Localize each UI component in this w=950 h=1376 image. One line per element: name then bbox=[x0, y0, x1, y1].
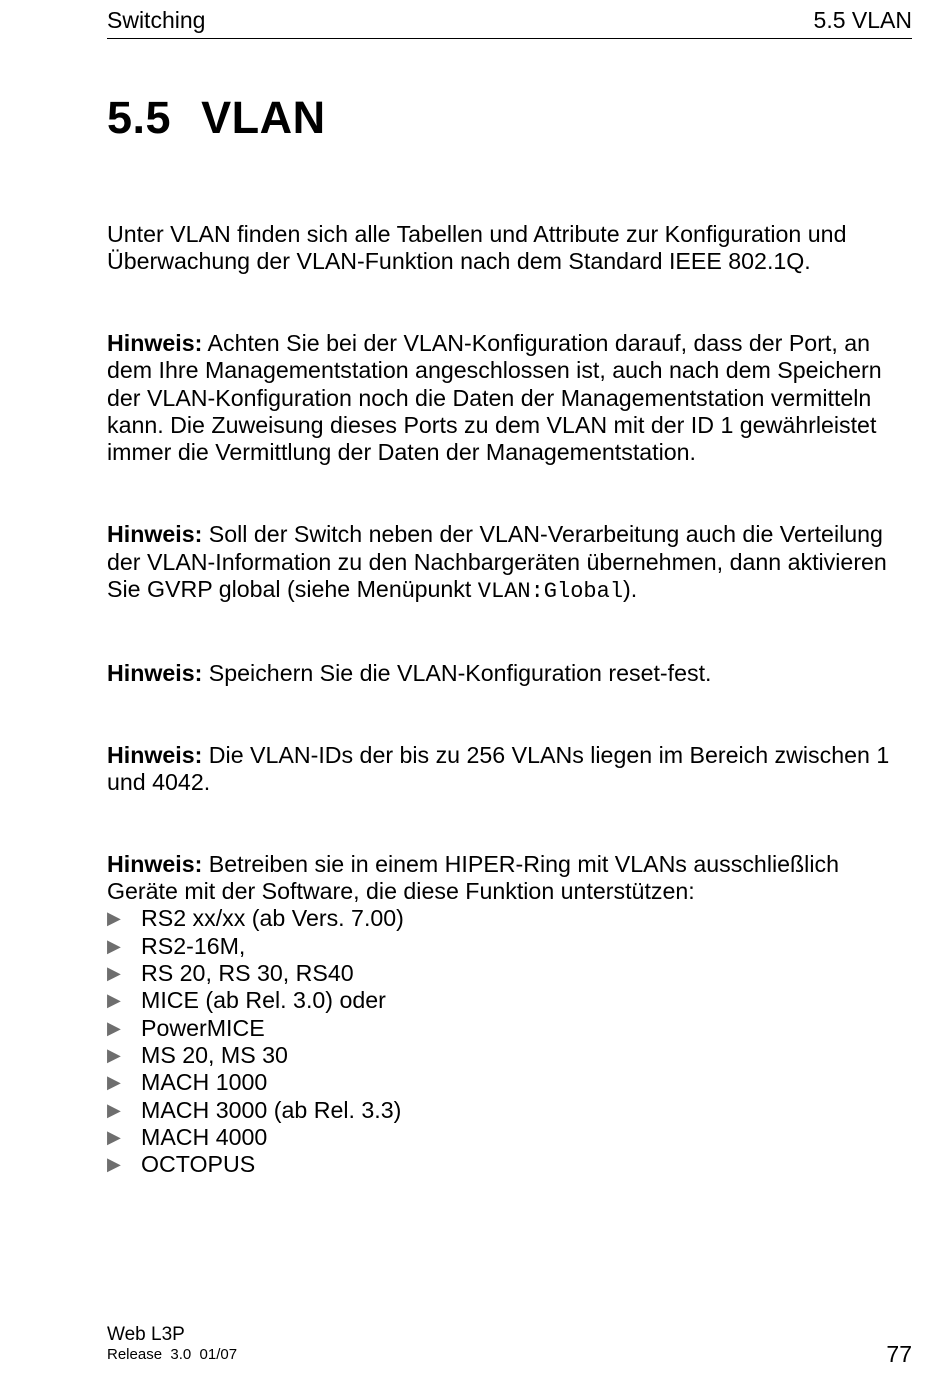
list-item-text: OCTOPUS bbox=[141, 1151, 256, 1178]
list-item bbox=[107, 905, 912, 932]
list-item-text: MICE (ab Rel. 3.0) oder bbox=[141, 987, 386, 1014]
note-text: Betreiben sie in einem HIPER-Ring mit VLANs ausschließlich Geräte mit der Software, die diese Funktion unterstützen: bbox=[107, 850, 839, 905]
note-label: Hinweis: bbox=[107, 741, 203, 768]
list-item bbox=[107, 1069, 912, 1096]
list-item-text: MACH 1000 bbox=[141, 1069, 268, 1096]
menu-path-code: VLAN:Global bbox=[477, 578, 624, 604]
list-item-text: RS2-16M, bbox=[141, 932, 246, 959]
chapter-number: 5.5 bbox=[107, 92, 172, 143]
triangle-right-icon: ▶ bbox=[107, 963, 121, 984]
triangle-right-icon: ▶ bbox=[107, 908, 121, 929]
triangle-right-icon: ▶ bbox=[107, 935, 121, 956]
triangle-right-icon: ▶ bbox=[107, 1099, 121, 1120]
note-text: Speichern Sie die VLAN-Konfiguration reset-fest. bbox=[208, 659, 712, 686]
triangle-right-icon: ▶ bbox=[107, 1154, 121, 1175]
triangle-right-icon: ▶ bbox=[107, 990, 121, 1011]
list-item bbox=[107, 1042, 912, 1069]
note-1 bbox=[107, 330, 912, 466]
list-item bbox=[107, 960, 912, 987]
note-5 bbox=[107, 851, 912, 906]
page-header bbox=[107, 6, 912, 39]
list-item-text: RS2 xx/xx (ab Vers. 7.00) bbox=[141, 905, 404, 932]
page-number: 77 bbox=[886, 1341, 912, 1367]
list-item bbox=[107, 1151, 912, 1178]
triangle-right-icon: ▶ bbox=[107, 1126, 121, 1147]
note-label: Hinweis: bbox=[107, 521, 203, 548]
chapter-name: VLAN bbox=[201, 92, 326, 143]
note-text: Die VLAN-IDs der bis zu 256 VLANs liegen im Bereich zwischen 1 und 4042. bbox=[107, 741, 890, 795]
header-section: Switching bbox=[107, 7, 206, 33]
page-footer bbox=[107, 1324, 237, 1364]
note-text: Soll der Switch neben der VLAN-Verarbeitung auch die Verteilung der VLAN-Information zu den Nachbargeräten übernehmen, dann aktivieren Sie GVRP global (siehe Menüpunkt bbox=[107, 521, 887, 602]
list-item bbox=[107, 1097, 912, 1124]
list-item-text: MACH 3000 (ab Rel. 3.3) bbox=[141, 1096, 402, 1123]
footer-release: Release 3.0 01/07 bbox=[107, 1346, 238, 1363]
intro-paragraph: Unter VLAN finden sich alle Tabellen und Attribute zur Konfiguration und Überwachung der VLAN-Funktion nach dem Standard IEEE 802.1Q. bbox=[107, 221, 847, 275]
list-item-text: MACH 4000 bbox=[141, 1123, 268, 1150]
note-3 bbox=[107, 660, 912, 687]
list-item bbox=[107, 933, 912, 960]
device-list bbox=[107, 905, 912, 1178]
note-text: Achten Sie bei der VLAN-Konfiguration darauf, dass der Port, an dem Ihre Managementstation angeschlossen ist, auch nach dem Speichern der VLAN-Konfiguration noch die Daten der Managementstation vermitteln kann. Die Zuweisung dieses Ports zu dem VLAN mit der ID 1 gewährleistet immer die Vermittlung der Daten der Managementstation. bbox=[107, 330, 882, 466]
list-item-text: MS 20, MS 30 bbox=[141, 1041, 288, 1068]
triangle-right-icon: ▶ bbox=[107, 1044, 121, 1065]
note-4 bbox=[107, 742, 912, 797]
note-label: Hinweis: bbox=[107, 330, 203, 357]
note-label: Hinweis: bbox=[107, 659, 203, 686]
triangle-right-icon: ▶ bbox=[107, 1017, 121, 1038]
body-content bbox=[107, 221, 912, 1178]
list-item bbox=[107, 987, 912, 1014]
note-label: Hinweis: bbox=[107, 850, 203, 877]
note-2 bbox=[107, 521, 912, 605]
list-item bbox=[107, 1015, 912, 1042]
triangle-right-icon: ▶ bbox=[107, 1072, 121, 1093]
note-text-end: ). bbox=[623, 575, 638, 602]
list-item bbox=[107, 1124, 912, 1151]
list-item-text: RS 20, RS 30, RS40 bbox=[141, 960, 354, 987]
chapter-title bbox=[107, 92, 326, 144]
footer-product: Web L3P bbox=[107, 1324, 185, 1345]
list-item-text: PowerMICE bbox=[141, 1014, 265, 1041]
header-chapter: 5.5 VLAN bbox=[813, 7, 912, 33]
